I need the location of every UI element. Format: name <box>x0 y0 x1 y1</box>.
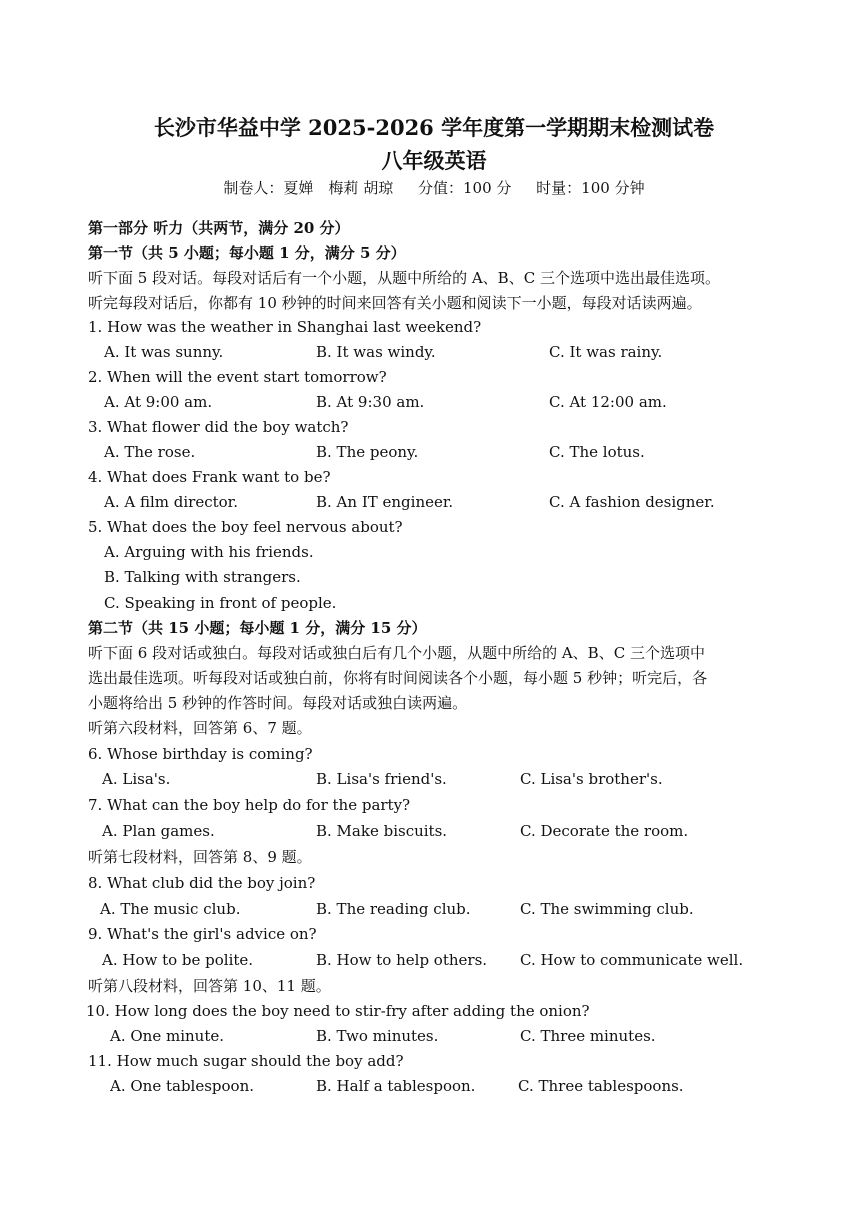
section2-heading: 第二节（共 15 小题；每小题 1 分，满分 15 分） <box>88 619 427 637</box>
question-stem: 7. What can the boy help do for the party? <box>88 796 411 814</box>
option-c: C. Three minutes. <box>520 1027 656 1045</box>
option-b: B. How to help others. <box>316 951 488 969</box>
question-stem: 5. What does the boy feel nervous about? <box>88 518 403 536</box>
question-stem: 10. How long does the boy need to stir-fry after adding the onion? <box>86 1002 590 1020</box>
option-b: B. Half a tablespoon. <box>316 1077 476 1095</box>
option-c: C. The swimming club. <box>520 900 694 918</box>
option-c: C. How to communicate well. <box>520 951 744 969</box>
question-stem: 4. What does Frank want to be? <box>88 468 331 486</box>
exam-time: 时量：100 分钟 <box>536 179 645 197</box>
exam-authors: 制卷人：夏婵 梅莉 胡琼 <box>223 179 394 197</box>
option-a: A. Arguing with his friends. <box>104 543 314 561</box>
option-c: C. It was rainy. <box>549 343 663 361</box>
option-b: B. The peony. <box>316 443 419 461</box>
section2-instruction: 选出最佳选项。听每段对话或独白前，你将有时间阅读各个小题，每小题 5 秒钟；听完后，各 <box>88 669 708 687</box>
material-note: 听第八段材料，回答第 10、11 题。 <box>88 977 331 995</box>
section2-instruction: 听下面 6 段对话或独白。每段对话或独白后有几个小题，从题中所给的 A、B、C 三个选项中 <box>88 644 705 662</box>
option-b: B. An IT engineer. <box>316 493 454 511</box>
section2-instruction: 小题将给出 5 秒钟的作答时间。每段对话或独白读两遍。 <box>88 694 468 712</box>
section1-instruction: 听完每段对话后，你都有 10 秒钟的时间来回答有关小题和阅读下一小题，每段对话读两遍。 <box>88 294 702 312</box>
exam-score: 分值：100 分 <box>417 179 512 197</box>
option-c: C. The lotus. <box>549 443 645 461</box>
option-a: A. One tablespoon. <box>110 1077 255 1095</box>
question-stem: 1. How was the weather in Shanghai last weekend? <box>88 318 482 336</box>
section1-instruction: 听下面 5 段对话。每段对话后有一个小题，从题中所给的 A、B、C 三个选项中选出最佳选项。 <box>88 269 720 287</box>
question-stem: 3. What flower did the boy watch? <box>88 418 349 436</box>
exam-title: 长沙市华益中学 2025-2026 学年度第一学期期末检测试卷 <box>153 115 715 140</box>
option-a: A. Lisa's. <box>102 770 171 788</box>
exam-subtitle: 八年级英语 <box>381 148 487 173</box>
option-c: C. A fashion designer. <box>549 493 715 511</box>
option-b: B. The reading club. <box>316 900 471 918</box>
option-b: B. Make biscuits. <box>316 822 448 840</box>
option-a: A. How to be polite. <box>102 951 254 969</box>
option-c: C. Speaking in front of people. <box>104 594 337 612</box>
question-stem: 2. When will the event start tomorrow? <box>88 368 387 386</box>
option-a: A. It was sunny. <box>104 343 224 361</box>
option-a: A. Plan games. <box>102 822 215 840</box>
material-note: 听第六段材料，回答第 6、7 题。 <box>88 719 312 737</box>
option-a: A. At 9:00 am. <box>104 393 213 411</box>
option-a: A. The music club. <box>100 900 241 918</box>
exam-meta <box>0 177 868 198</box>
question-stem: 8. What club did the boy join? <box>88 874 316 892</box>
question-stem: 6. Whose birthday is coming? <box>88 745 313 763</box>
option-a: A. The rose. <box>104 443 196 461</box>
question-stem: 11. How much sugar should the boy add? <box>88 1052 404 1070</box>
option-c: C. Three tablespoons. <box>518 1077 684 1095</box>
option-b: B. At 9:30 am. <box>316 393 425 411</box>
option-b: B. Talking with strangers. <box>104 568 301 586</box>
option-b: B. Two minutes. <box>316 1027 439 1045</box>
section1-heading: 第一节（共 5 小题；每小题 1 分，满分 5 分） <box>88 244 406 262</box>
option-b: B. It was windy. <box>316 343 436 361</box>
option-b: B. Lisa's friend's. <box>316 770 447 788</box>
option-c: C. At 12:00 am. <box>549 393 667 411</box>
material-note: 听第七段材料，回答第 8、9 题。 <box>88 848 312 866</box>
part1-heading: 第一部分 听力（共两节，满分 20 分） <box>88 219 350 237</box>
option-a: A. One minute. <box>110 1027 224 1045</box>
option-a: A. A film director. <box>104 493 238 511</box>
question-stem: 9. What's the girl's advice on? <box>88 925 317 943</box>
option-c: C. Lisa's brother's. <box>520 770 663 788</box>
option-c: C. Decorate the room. <box>520 822 689 840</box>
